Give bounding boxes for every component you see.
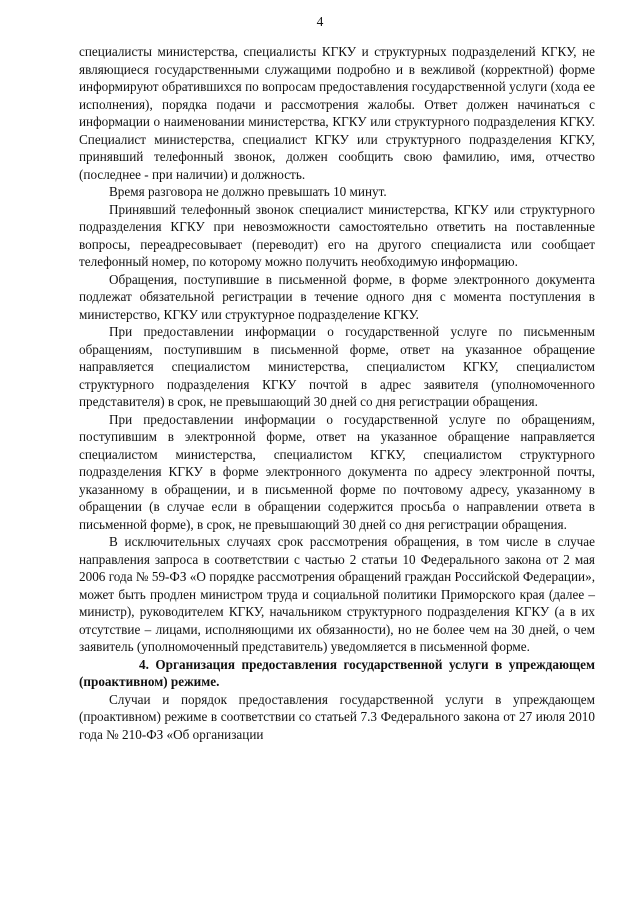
paragraph-call-duration: Время разговора не должно превышать 10 минут.	[109, 184, 387, 199]
paragraph-registration: Обращения, поступившие в письменной форме, в форме электронного документа подлежат обязательной регистрации в течение одного дня с момента поступления в министерство, КГКУ или структурное подразделение КГКУ.	[79, 271, 595, 322]
paragraph-consultation: специалисты министерства, специалисты КГКУ и структурных подразделений КГКУ, не являющиеся государственными служащими подробно и в вежливой (корректной) форме информируют обратившихся по вопросам предоставления государственной услуги (хода ее исполнения), порядка подачи и рассмотрения жалобы. Ответ должен начинаться с информации о наименовании министерства, КГКУ или структурного подразделения КГКУ. Специалист министерства, специалист КГКУ или структурного подразделения КГКУ, принявший телефонный звонок, должен сообщить свою фамилию, имя, отчество (последнее - при наличии) и должность.	[79, 44, 595, 182]
page-number: 4	[316, 14, 324, 29]
paragraph-extension: В исключительных случаях срок рассмотрения обращения, в том числе в случае направления запроса в соответствии с частью 2 статьи 10 Федерального закона от 2 мая 2006 года № 59-ФЗ «О порядке рассмотрения обращений граждан Российской Федерации», может быть продлен министром труда и социальной политики Приморского края (далее – министр), руководителем КГКУ, начальником структурного подразделения КГКУ (а в их отсутствие – лицами, исполняющими их обязанности), но не более чем на 30 дней, о чем заявитель (уполномоченный представитель) уведомляется в письменной форме.	[79, 534, 595, 654]
paragraph-electronic-requests: При предоставлении информации о государственной услуге по обращениям, поступившим в электронной форме, ответ на указанное обращение направляется специалистом министерства, специалистом КГКУ, специалистом структурного подразделения КГКУ в форме электронного документа по адресу электронной почты, указанному в обращении, и в письменной форме по почтовому адресу, указанному в обращении (в случае если в обращении содержится просьба о направлении ответа в письменной форме), в срок, не превышающий 30 дней со дня регистрации обращения.	[79, 411, 595, 532]
section-heading: 4. Организация предоставления государственной услуги в упреждающем (проактивном) режиме.	[79, 656, 595, 689]
paragraph-proactive-mode: Случаи и порядок предоставления государственной услуги в упреждающем (проактивном) режиме в соответствии со статьей 7.3 Федерального закона от 27 июля 2010 года № 210-ФЗ «Об организации	[79, 691, 595, 742]
paragraph-call-redirect: Принявший телефонный звонок специалист министерства, КГКУ или структурного подразделения КГКУ при невозможности самостоятельно ответить на поставленные вопросы, переадресовывает (переводит) его на другого специалиста или сообщает телефонный номер, по которому можно получить необходимую информацию.	[79, 201, 595, 269]
paragraph-written-requests: При предоставлении информации о государственной услуге по письменным обращениям, поступившим в письменной форме, ответ на указанное обращение направляется специалистом министерства, специалистом КГКУ, специалистом структурного подразделения КГКУ почтой в адрес заявителя (уполномоченного представителя) в срок, не превышающий 30 дней со дня регистрации обращения.	[79, 324, 595, 409]
document-body	[79, 43, 595, 743]
